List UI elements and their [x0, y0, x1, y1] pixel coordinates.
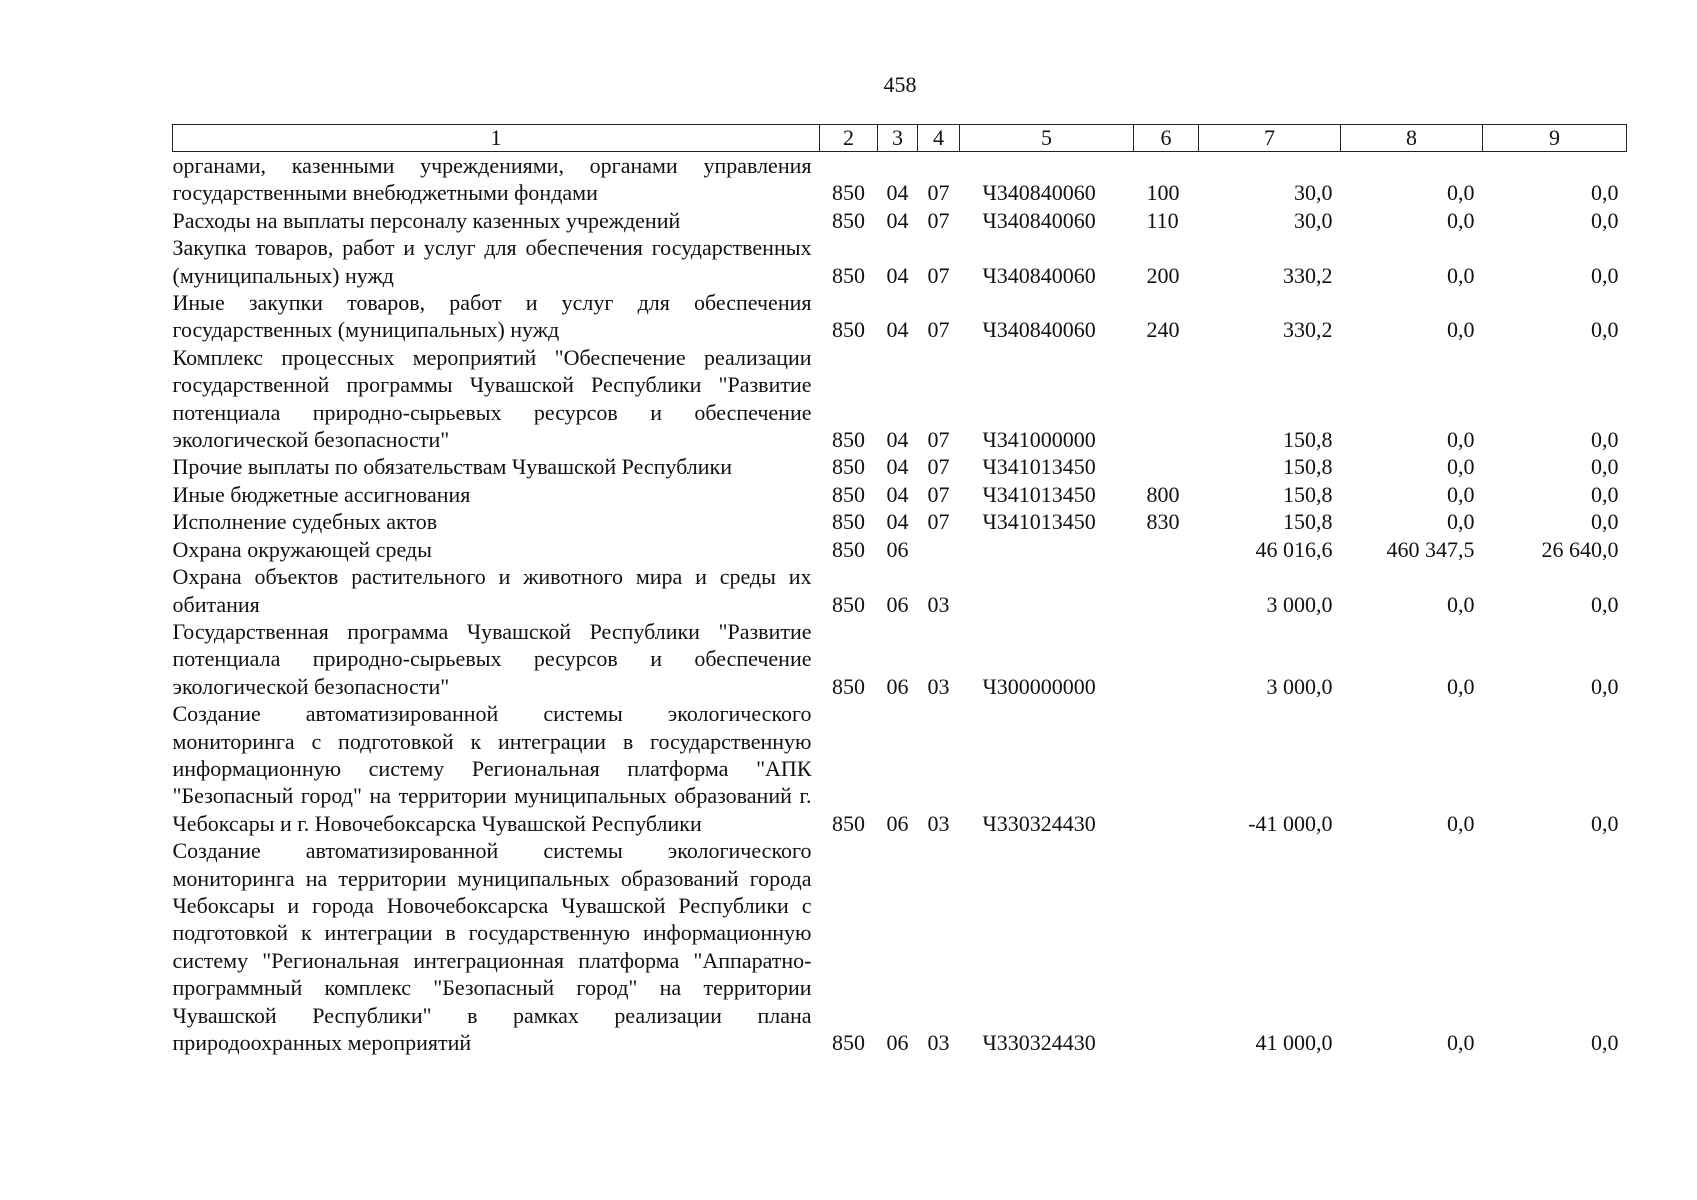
- row-name-cell: Охрана окружающей среды: [172, 536, 432, 562]
- target-article-cell: Ч340840060: [982, 262, 1096, 288]
- amount-col8-cell: 0,0: [1447, 454, 1475, 480]
- amount-col7-cell: -41 000,0: [1248, 810, 1333, 836]
- row-name-cell: Прочие выплаты по обязательствам Чувашской Республики: [172, 454, 732, 480]
- column-header: 7: [1199, 125, 1341, 152]
- amount-col7-cell: 30,0: [1294, 207, 1333, 233]
- column-header: 2: [820, 125, 878, 152]
- section-code-cell: 04: [886, 481, 909, 507]
- row-name-cell: Исполнение судебных актов: [172, 509, 438, 535]
- section-code-cell: 06: [886, 1030, 909, 1055]
- amount-col8-cell: 0,0: [1447, 207, 1475, 233]
- table-row: [173, 618, 1627, 700]
- column-header: 8: [1341, 125, 1483, 152]
- section-code-cell: 04: [886, 317, 909, 343]
- target-article-cell: Ч341013450: [982, 509, 1096, 535]
- row-name-cell: Государственная программа Чувашской Республики "Развитие потенциала природно-сырьевых ресурсов и обеспечение экологической безопасности": [172, 618, 812, 699]
- section-code-cell: 04: [886, 262, 909, 288]
- amount-col9-cell: 0,0: [1591, 481, 1619, 507]
- subsection-code-cell: 07: [927, 481, 950, 507]
- table-row: [173, 563, 1627, 618]
- target-article-cell: [960, 563, 1134, 618]
- expense-type-cell: [1134, 453, 1199, 480]
- expense-type-cell: [1134, 837, 1199, 1056]
- table-row: [173, 152, 1627, 207]
- section-code-cell: 04: [886, 180, 909, 206]
- row-name-cell: Закупка товаров, работ и услуг для обеспечения государственных (муниципальных) нужд: [172, 235, 812, 288]
- expense-type-cell: 830: [1146, 509, 1180, 535]
- section-code-cell: 04: [886, 427, 909, 453]
- table-row: [173, 289, 1627, 344]
- amount-col7-cell: 30,0: [1294, 180, 1333, 206]
- table-body: [173, 152, 1627, 1057]
- section-code-cell: 06: [886, 536, 909, 562]
- amount-col9-cell: 0,0: [1591, 207, 1619, 233]
- table-row: [173, 837, 1627, 1056]
- grbs-code-cell: 850: [832, 317, 865, 343]
- expense-type-cell: [1134, 618, 1199, 700]
- table-row: [173, 481, 1627, 508]
- amount-col9-cell: 0,0: [1591, 810, 1619, 836]
- section-code-cell: 06: [886, 591, 909, 617]
- table-row: [173, 536, 1627, 563]
- grbs-code-cell: 850: [832, 536, 865, 562]
- amount-col8-cell: 0,0: [1447, 180, 1475, 206]
- target-article-cell: Ч330324430: [982, 1030, 1096, 1055]
- table-row: [173, 207, 1627, 234]
- subsection-code-cell: 03: [927, 673, 950, 699]
- section-code-cell: 04: [886, 509, 909, 535]
- target-article-cell: Ч330324430: [982, 810, 1096, 836]
- subsection-code-cell: 07: [927, 262, 950, 288]
- row-name-cell: Иные закупки товаров, работ и услуг для обеспечения государственных (муниципальных) нужд: [172, 290, 812, 343]
- subsection-code-cell: 03: [927, 1030, 950, 1055]
- grbs-code-cell: 850: [832, 591, 865, 617]
- amount-col8-cell: 0,0: [1447, 509, 1475, 535]
- row-name-cell: Создание автоматизированной системы экологического мониторинга на территории муниципальных образований города Чебоксары и города Новочебоксарска Чувашской Республики с подготовкой к интеграции в государственную информационную систему "Региональная интеграционная платформа "Аппаратно-программный комплекс "Безопасный город" на территории Чувашской Республики" в рамках реализации плана природоохранных мероприятий: [172, 838, 812, 1055]
- subsection-code-cell: 07: [927, 180, 950, 206]
- table-row: [173, 344, 1627, 454]
- expense-type-cell: [1134, 563, 1199, 618]
- table-row: [173, 234, 1627, 289]
- amount-col8-cell: 0,0: [1447, 262, 1475, 288]
- amount-col8-cell: 0,0: [1447, 591, 1475, 617]
- expense-type-cell: [1134, 344, 1199, 454]
- amount-col8-cell: 0,0: [1447, 810, 1475, 836]
- expense-type-cell: [1134, 536, 1199, 563]
- amount-col8-cell: 0,0: [1447, 673, 1475, 699]
- grbs-code-cell: 850: [832, 427, 865, 453]
- budget-table: [172, 124, 1627, 1056]
- amount-col7-cell: 3 000,0: [1266, 591, 1333, 617]
- target-article-cell: Ч300000000: [982, 673, 1096, 699]
- table-row: [173, 508, 1627, 535]
- amount-col8-cell: 0,0: [1447, 427, 1475, 453]
- subsection-code-cell: 07: [927, 454, 950, 480]
- amount-col8-cell: 0,0: [1447, 1030, 1475, 1055]
- row-name-cell: Охрана объектов растительного и животного мира и среды их обитания: [172, 564, 812, 617]
- subsection-code-cell: 07: [927, 509, 950, 535]
- amount-col9-cell: 0,0: [1591, 262, 1619, 288]
- row-name-cell: Иные бюджетные ассигнования: [172, 481, 471, 507]
- amount-col8-cell: 0,0: [1447, 317, 1475, 343]
- amount-col8-cell: 0,0: [1447, 481, 1475, 507]
- target-article-cell: Ч340840060: [982, 317, 1096, 343]
- subsection-code-cell: 03: [927, 591, 950, 617]
- grbs-code-cell: 850: [832, 673, 865, 699]
- target-article-cell: Ч341013450: [982, 481, 1096, 507]
- expense-type-cell: 200: [1146, 262, 1180, 288]
- grbs-code-cell: 850: [832, 454, 865, 480]
- column-header: 3: [878, 125, 918, 152]
- table-row: [173, 700, 1627, 837]
- grbs-code-cell: 850: [832, 810, 865, 836]
- grbs-code-cell: 850: [832, 481, 865, 507]
- column-header: 6: [1134, 125, 1199, 152]
- column-header: 4: [918, 125, 960, 152]
- column-header: 5: [960, 125, 1134, 152]
- expense-type-cell: 240: [1146, 317, 1180, 343]
- amount-col8-cell: 460 347,5: [1386, 536, 1475, 562]
- grbs-code-cell: 850: [832, 262, 865, 288]
- amount-col7-cell: 150,8: [1283, 427, 1333, 453]
- column-header: 9: [1483, 125, 1627, 152]
- grbs-code-cell: 850: [832, 180, 865, 206]
- amount-col7-cell: 330,2: [1283, 262, 1333, 288]
- subsection-code-cell: 07: [927, 427, 950, 453]
- amount-col7-cell: 3 000,0: [1266, 673, 1333, 699]
- section-code-cell: 04: [886, 454, 909, 480]
- amount-col9-cell: 0,0: [1591, 673, 1619, 699]
- target-article-cell: [960, 536, 1134, 563]
- expense-type-cell: 100: [1146, 180, 1180, 206]
- row-name-cell: Расходы на выплаты персоналу казенных учреждений: [172, 207, 681, 233]
- row-name-cell: Комплекс процессных мероприятий "Обеспечение реализации государственной программы Чувашской Республики "Развитие потенциала природно-сырьевых ресурсов и обеспечение экологической безопасности": [172, 344, 812, 453]
- amount-col9-cell: 26 640,0: [1541, 536, 1619, 562]
- table-row: [173, 453, 1627, 480]
- grbs-code-cell: 850: [832, 509, 865, 535]
- subsection-code-cell: 03: [927, 810, 950, 836]
- amount-col7-cell: 150,8: [1283, 509, 1333, 535]
- column-header: 1: [173, 125, 820, 152]
- subsection-code-cell: 07: [927, 207, 950, 233]
- target-article-cell: Ч341013450: [982, 454, 1096, 480]
- amount-col9-cell: 0,0: [1591, 591, 1619, 617]
- amount-col7-cell: 41 000,0: [1255, 1030, 1333, 1055]
- amount-col7-cell: 46 016,6: [1255, 536, 1333, 562]
- amount-col9-cell: 0,0: [1591, 180, 1619, 206]
- grbs-code-cell: 850: [832, 1030, 865, 1055]
- section-code-cell: 06: [886, 673, 909, 699]
- target-article-cell: Ч341000000: [982, 427, 1096, 453]
- amount-col7-cell: 330,2: [1283, 317, 1333, 343]
- expense-type-cell: 110: [1146, 207, 1179, 233]
- amount-col9-cell: 0,0: [1591, 509, 1619, 535]
- section-code-cell: 06: [886, 810, 909, 836]
- subsection-code-cell: [918, 536, 960, 563]
- section-code-cell: 04: [886, 207, 909, 233]
- expense-type-cell: [1134, 700, 1199, 837]
- amount-col9-cell: 0,0: [1591, 317, 1619, 343]
- amount-col9-cell: 0,0: [1591, 1030, 1619, 1055]
- row-name-cell: органами, казенными учреждениями, органами управления государственными внебюджетными фондами: [172, 153, 812, 206]
- target-article-cell: Ч340840060: [982, 180, 1096, 206]
- amount-col9-cell: 0,0: [1591, 427, 1619, 453]
- subsection-code-cell: 07: [927, 317, 950, 343]
- amount-col7-cell: 150,8: [1283, 454, 1333, 480]
- amount-col9-cell: 0,0: [1591, 454, 1619, 480]
- grbs-code-cell: 850: [832, 207, 865, 233]
- row-name-cell: Создание автоматизированной системы экологического мониторинга с подготовкой к интеграции в государственную информационную систему Региональная платформа "АПК "Безопасный город" на территории муниципальных образований г. Чебоксары и г. Новочебоксарска Чувашской Республики: [172, 701, 812, 836]
- expense-type-cell: 800: [1146, 481, 1180, 507]
- target-article-cell: Ч340840060: [982, 207, 1096, 233]
- column-number-header-row: [173, 125, 1627, 152]
- amount-col7-cell: 150,8: [1283, 481, 1333, 507]
- page-number: 458: [883, 72, 917, 97]
